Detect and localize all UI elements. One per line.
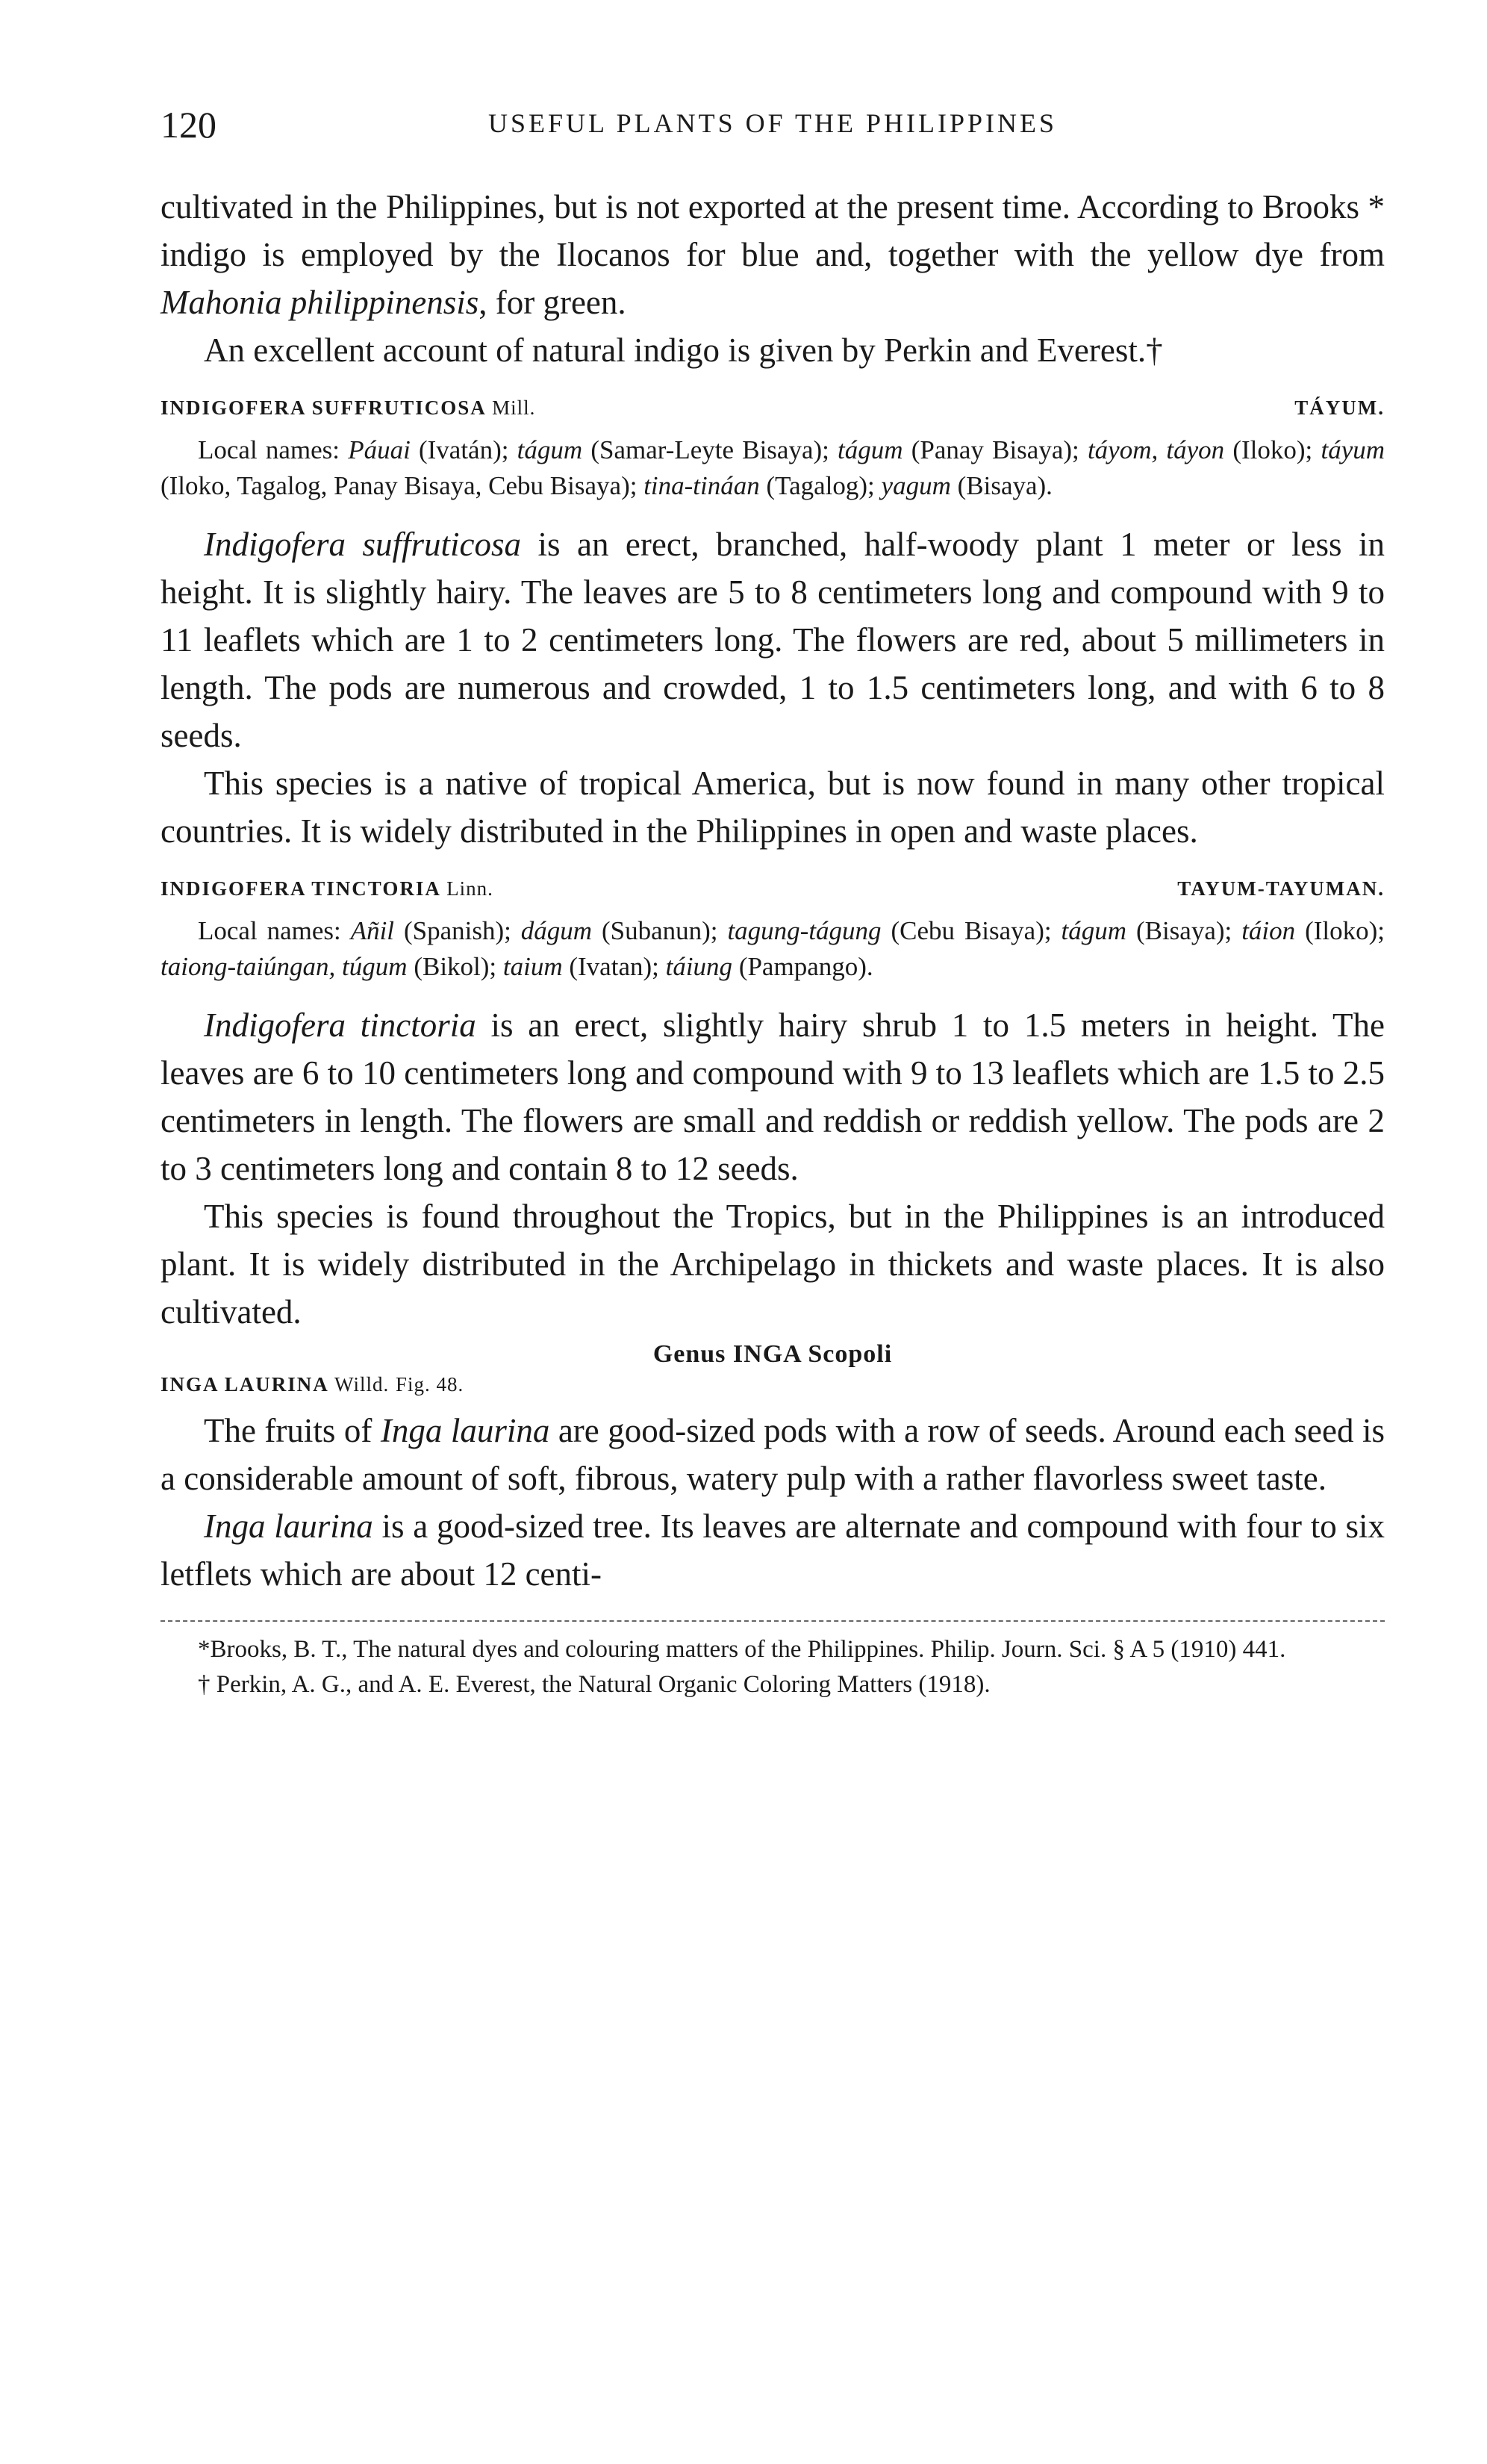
taxon-name: Inga laurina (380, 1412, 550, 1449)
distribution-paragraph: This species is found throughout the Tropics, but in the Philippines is an introduced plant. It is widely distributed in the Archipelago in thickets and waste places. It is also cultivated. (160, 1198, 1385, 1331)
local-names-label: Local names: (198, 916, 351, 945)
local-name-language: (Spanish); (394, 916, 521, 945)
species-name: INDIGOFERA SUFFRUTICOSA Mill. (160, 396, 536, 419)
local-name-language: (Pampango). (732, 952, 873, 981)
local-name: tágum (1061, 916, 1127, 945)
local-name-language: (Tagalog); (759, 471, 882, 500)
figure-reference: Fig. 48. (395, 1373, 464, 1396)
local-name: táiung (665, 952, 733, 981)
local-name: tina-tináan (643, 471, 760, 500)
taxon-name: Indigofera tinctoria (204, 1007, 476, 1044)
species-heading (160, 1373, 1385, 1396)
local-name: taiong-taiúngan, túgum (160, 952, 408, 981)
intro-text-end: , for green. (478, 284, 626, 321)
local-name: Añil (350, 916, 395, 945)
local-name-language: (Bikol); (407, 952, 503, 981)
footnote: *Brooks, B. T., The natural dyes and colouring matters of the Philippines. Philip. Journ. Sci. § A 5 (1910) 441. (198, 1636, 1286, 1663)
species-authority: Mill. (492, 396, 536, 419)
local-name-language: (Ivatan); (562, 952, 666, 981)
description-paragraph (160, 520, 1385, 759)
description-paragraph (160, 1001, 1385, 1192)
genus-authority: Scopoli (800, 1340, 893, 1368)
local-name-language: (Bisaya). (950, 471, 1053, 500)
local-name-language: (Iloko); (1295, 916, 1385, 945)
intro-paragraph (160, 183, 1385, 326)
local-name: dágum (520, 916, 593, 945)
local-names-label: Local names: (198, 435, 349, 464)
description-text: is an erect, branched, half-woody plant 1 meter or less in height. It is slightly hairy. The leaves are 5 to 8 centimeters long and compound with 9 to 11 leaflets which are 1 to 2 centimeters long. The flowers are red, about 5 millimeters in length. The pods are numerous and crowded, 1 to 1.5 centimeters long, and with 6 to 8 seeds. (160, 526, 1385, 754)
local-name: Páuai (348, 435, 411, 464)
taxon-name: Inga laurina (204, 1508, 373, 1545)
running-head: USEFUL PLANTS OF THE PHILIPPINES (487, 108, 1058, 138)
local-name: taium (502, 952, 563, 981)
species-authority: Linn. (446, 877, 493, 900)
local-name: tágum (517, 435, 583, 464)
species-heading (160, 396, 1385, 426)
intro-text: cultivated in the Philippines, but is not exported at the present time. According to Brooks * indigo is employed by the Ilocanos for blue and, together with the yellow dye from (160, 188, 1385, 273)
footnote-rule (160, 1620, 1385, 1622)
local-name-language: (Panay Bisaya); (903, 435, 1088, 464)
description-paragraph: The fruits of Inga laurina are good-sized pods with a row of seeds. Around each seed is a considerable amount of soft, fibrous, watery pulp with a rather flavorless sweet taste. (160, 1412, 1385, 1497)
taxon-name: Indigofera suffruticosa (204, 526, 521, 563)
intro-paragraph-2: An excellent account of natural indigo is given by Perkin and Everest.† (204, 332, 1163, 369)
genus-heading: Genus INGA Scopoli (652, 1340, 893, 1368)
local-names (160, 913, 1385, 985)
footnote: † Perkin, A. G., and A. E. Everest, the Natural Organic Coloring Matters (1918). (198, 1671, 991, 1698)
species-authority: Willd. (334, 1373, 390, 1396)
page-number: 120 (160, 104, 216, 146)
species-name: INGA LAURINA (160, 1373, 328, 1396)
distribution-paragraph: This species is a native of tropical America, but is now found in many other tropical countries. It is widely distributed in the Philippines in open and waste places. (160, 765, 1385, 850)
common-name: TAYUM-TAYUMAN. (1177, 877, 1385, 900)
local-name-language: (Samar-Leyte Bisaya); (582, 435, 838, 464)
local-name-language: (Cebu Bisaya); (881, 916, 1062, 945)
taxon-name: Mahonia philippinensis (160, 284, 479, 321)
local-name: táyom, táyon (1087, 435, 1225, 464)
local-name-language: (Iloko, Tagalog, Panay Bisaya, Cebu Bisaya); (160, 471, 644, 500)
local-name: táion (1241, 916, 1296, 945)
local-name: táyum (1321, 435, 1385, 464)
local-name: tágum (838, 435, 903, 464)
page-body (160, 183, 1385, 1702)
local-name-language: (Bisaya); (1126, 916, 1242, 945)
species-name: INDIGOFERA TINCTORIA Linn. (160, 877, 493, 900)
local-name: tagung-tágung (727, 916, 882, 945)
genus-name: INGA (732, 1340, 801, 1368)
local-name: yagum (881, 471, 951, 500)
species-heading (160, 877, 1385, 907)
local-name-language: (Iloko); (1224, 435, 1321, 464)
local-name-language: (Ivatán); (410, 435, 517, 464)
local-name-language: (Subanun); (592, 916, 728, 945)
local-names (160, 432, 1385, 504)
common-name: TÁYUM. (1294, 396, 1385, 419)
page-header (160, 103, 1385, 148)
description-text: is an erect, slightly hairy shrub 1 to 1.5 meters in height. The leaves are 6 to 10 centimeters long and compound with 9 to 13 leaflets which are 1.5 to 2.5 centimeters in length. The flowers are small and reddish or reddish yellow. The pods are 2 to 3 centimeters long and contain 8 to 12 seeds. (160, 1007, 1385, 1187)
description-paragraph-2: Inga laurina is a good-sized tree. Its leaves are alternate and compound with four to six letflets which are about 12 centi- (160, 1508, 1385, 1593)
